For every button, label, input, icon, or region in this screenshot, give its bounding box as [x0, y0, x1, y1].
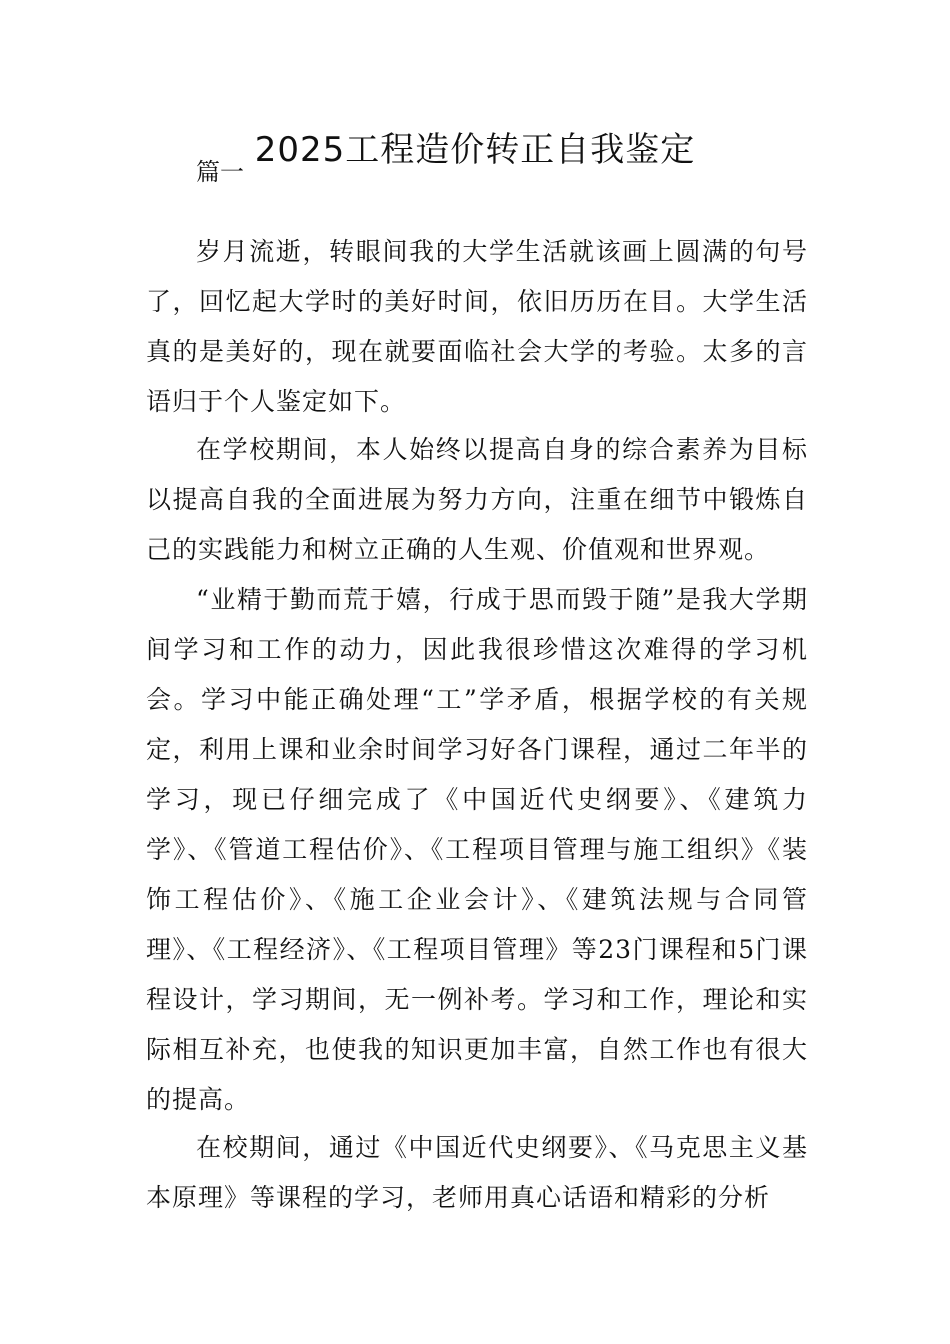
- paragraph-3: “业精于勤而荒于嬉，行成于思而毁于随”是我大学期间学习和工作的动力，因此我很珍惜这次难得的学习机会。学习中能正确处理“工”学矛盾，根据学校的有关规定，利用上课和业余时间学习好各门课程，通过二年半的学习，现已仔细完成了《中国近代史纲要》、《建筑力学》、《管道工程估价》、《工程项目管理与施工组织》《装饰工程估价》、《施工企业会计》、《建筑法规与合同管理》、《工程经济》、《工程项目管理》等23门课程和5门课程设计，学习期间，无一例补考。学习和工作，理论和实际相互补充，也使我的知识更加丰富，自然工作也有很大的提高。: [146, 585, 808, 1114]
- paragraph-1: 岁月流逝，转眼间我的大学生活就该画上圆满的句号了，回忆起大学时的美好时间，依旧历历在目。大学生活真的是美好的，现在就要面临社会大学的考验。太多的言语归于个人鉴定如下。: [146, 237, 808, 416]
- section-label: 篇一: [196, 158, 244, 186]
- paragraph-4: 在校期间，通过《中国近代史纲要》、《马克思主义基本原理》等课程的学习，老师用真心话语和精彩的分析: [146, 1133, 808, 1212]
- document-title: 2025工程造价转正自我鉴定: [254, 130, 696, 170]
- paragraph-2: 在学校期间，本人始终以提高自身的综合素养为目标以提高自我的全面进展为努力方向，注重在细节中锻炼自己的实践能力和树立正确的人生观、价值观和世界观。: [146, 435, 808, 564]
